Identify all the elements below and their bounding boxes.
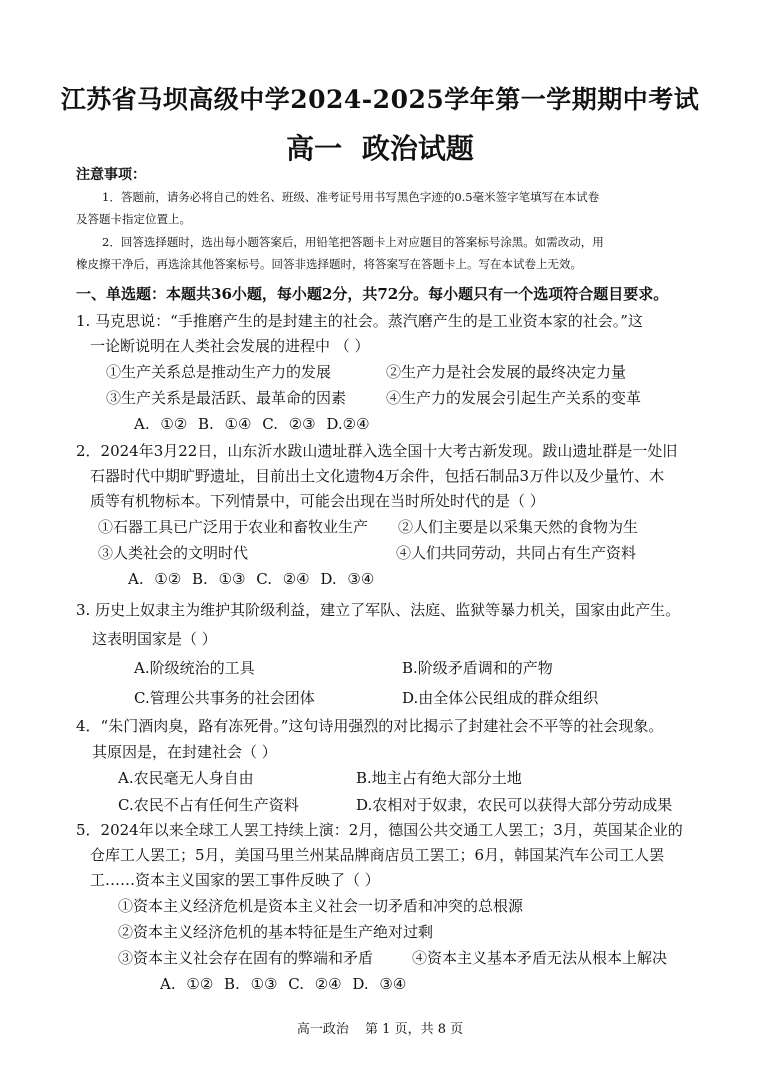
notice-item-2-line-2: 橡皮擦干净后，再选涂其他答案标号。回答非选择题时，将答案写在答题卡上。写在本试卷上无效。 bbox=[76, 257, 582, 271]
exam-title: 江苏省马坝高级中学2024-2025学年第一学期期中考试 bbox=[60, 85, 700, 114]
q3-option-b: B.阶级矛盾调和的产物 bbox=[402, 659, 553, 677]
notice-item-1-line-2: 及答题卡指定位置上。 bbox=[76, 212, 191, 226]
q1-option-2: ②生产力是社会发展的最终决定力量 bbox=[386, 363, 627, 381]
q2-stem-line-3: 质等有机物标本。下列情景中，可能会出现在当时所处时代的是（ ） bbox=[90, 492, 545, 510]
q1-stem-line-2: 一论断说明在人类社会发展的进程中 （ ） bbox=[90, 337, 370, 355]
q2-choices: A. ①② B. ①③ C. ②④ D. ③④ bbox=[128, 570, 375, 588]
q2-option-4: ④人们共同劳动，共同占有生产资料 bbox=[396, 544, 637, 562]
q4-stem-line-1: 4．“朱门酒肉臭，路有冻死骨。”这句诗用强烈的对比揭示了封建社会不平等的社会现象。 bbox=[76, 717, 664, 735]
q1-option-4: ④生产力的发展会引起生产关系的变革 bbox=[386, 389, 642, 407]
notice-item-1-line-1: 1．答题前，请务必将自己的姓名、班级、准考证号用书写黑色字迹的0.5毫米签字笔填写在本试卷 bbox=[102, 190, 600, 204]
q5-stem-line-2: 仓库工人罢工；5月，美国马里兰州某品牌商店员工罢工；6月，韩国某汽车公司工人罢 bbox=[90, 846, 665, 864]
q5-option-2: ②资本主义经济危机的基本特征是生产绝对过剩 bbox=[118, 923, 434, 941]
q2-option-2: ②人们主要是以采集天然的食物为生 bbox=[398, 518, 639, 536]
q4-option-b: B.地主占有绝大部分土地 bbox=[356, 769, 522, 787]
q1-stem-line-1: 1. 马克思说：“手推磨产生的是封建主的社会。蒸汽磨产生的是工业资本家的社会。”这 bbox=[76, 312, 643, 330]
q2-stem-line-2: 石器时代中期旷野遗址，目前出土文化遗物4万余件，包括石制品3万件以及少量竹、木 bbox=[90, 467, 665, 485]
q3-stem-line-2: 这表明国家是（ ） bbox=[92, 630, 217, 648]
q4-option-d: D.农相对于奴隶，农民可以获得大部分劳动成果 bbox=[356, 796, 673, 814]
q3-option-d: D.由全体公民组成的群众组织 bbox=[402, 689, 599, 707]
q5-option-3: ③资本主义社会存在固有的弊端和矛盾 bbox=[118, 949, 374, 967]
page-footer bbox=[0, 1018, 760, 1037]
q1-option-1: ①生产关系总是推动生产力的发展 bbox=[106, 363, 332, 381]
q3-stem-line-1: 3. 历史上奴隶主为维护其阶级利益，建立了军队、法庭、监狱等暴力机关，国家由此产生。 bbox=[76, 601, 681, 619]
q2-option-3: ③人类社会的文明时代 bbox=[98, 544, 249, 562]
q4-option-c: C.农民不占有任何生产资料 bbox=[118, 796, 299, 814]
q5-choices: A. ①② B. ①③ C. ②④ D. ③④ bbox=[160, 975, 407, 993]
footer-page-number: 第 1 页，共 8 页 bbox=[365, 1022, 464, 1037]
footer-subject: 高一政治 bbox=[296, 1022, 349, 1037]
q3-option-c: C.管理公共事务的社会团体 bbox=[134, 689, 315, 707]
q5-option-1: ①资本主义经济危机是资本主义社会一切矛盾和冲突的总根源 bbox=[118, 897, 524, 915]
q5-stem-line-3: 工……资本主义国家的罢工事件反映了（ ） bbox=[90, 871, 380, 889]
q2-option-1: ①石器工具已广泛用于农业和畜牧业生产 bbox=[98, 518, 369, 536]
q2-stem-line-1: 2．2024年3月22日，山东沂水跋山遗址群入选全国十大考古新发现。跋山遗址群是一处旧 bbox=[76, 442, 678, 460]
q3-option-a: A.阶级统治的工具 bbox=[134, 659, 255, 677]
q4-stem-line-2: 其原因是，在封建社会（ ） bbox=[92, 743, 277, 761]
q1-option-3: ③生产关系是最活跃、最革命的因素 bbox=[106, 389, 347, 407]
q5-option-4: ④资本主义基本矛盾无法从根本上解决 bbox=[412, 949, 668, 967]
q1-choices: A. ①② B. ①④ C. ②③ D.②④ bbox=[134, 415, 370, 433]
section-heading: 一、单选题：本题共36小题，每小题2分，共72分。每小题只有一个选项符合题目要求。 bbox=[76, 285, 669, 303]
notice-heading: 注意事项： bbox=[76, 167, 146, 183]
q5-stem-line-1: 5．2024年以来全球工人罢工持续上演：2月，德国公共交通工人罢工；3月，英国某企业的 bbox=[76, 821, 683, 839]
notice-item-2-line-1: 2．回答选择题时，选出每小题答案后，用铅笔把答题卡上对应题目的答案标号涂黑。如需改动，用 bbox=[102, 235, 604, 249]
exam-subtitle: 高一 政治试题 bbox=[286, 132, 474, 165]
q4-option-a: A.农民毫无人身自由 bbox=[118, 769, 254, 787]
